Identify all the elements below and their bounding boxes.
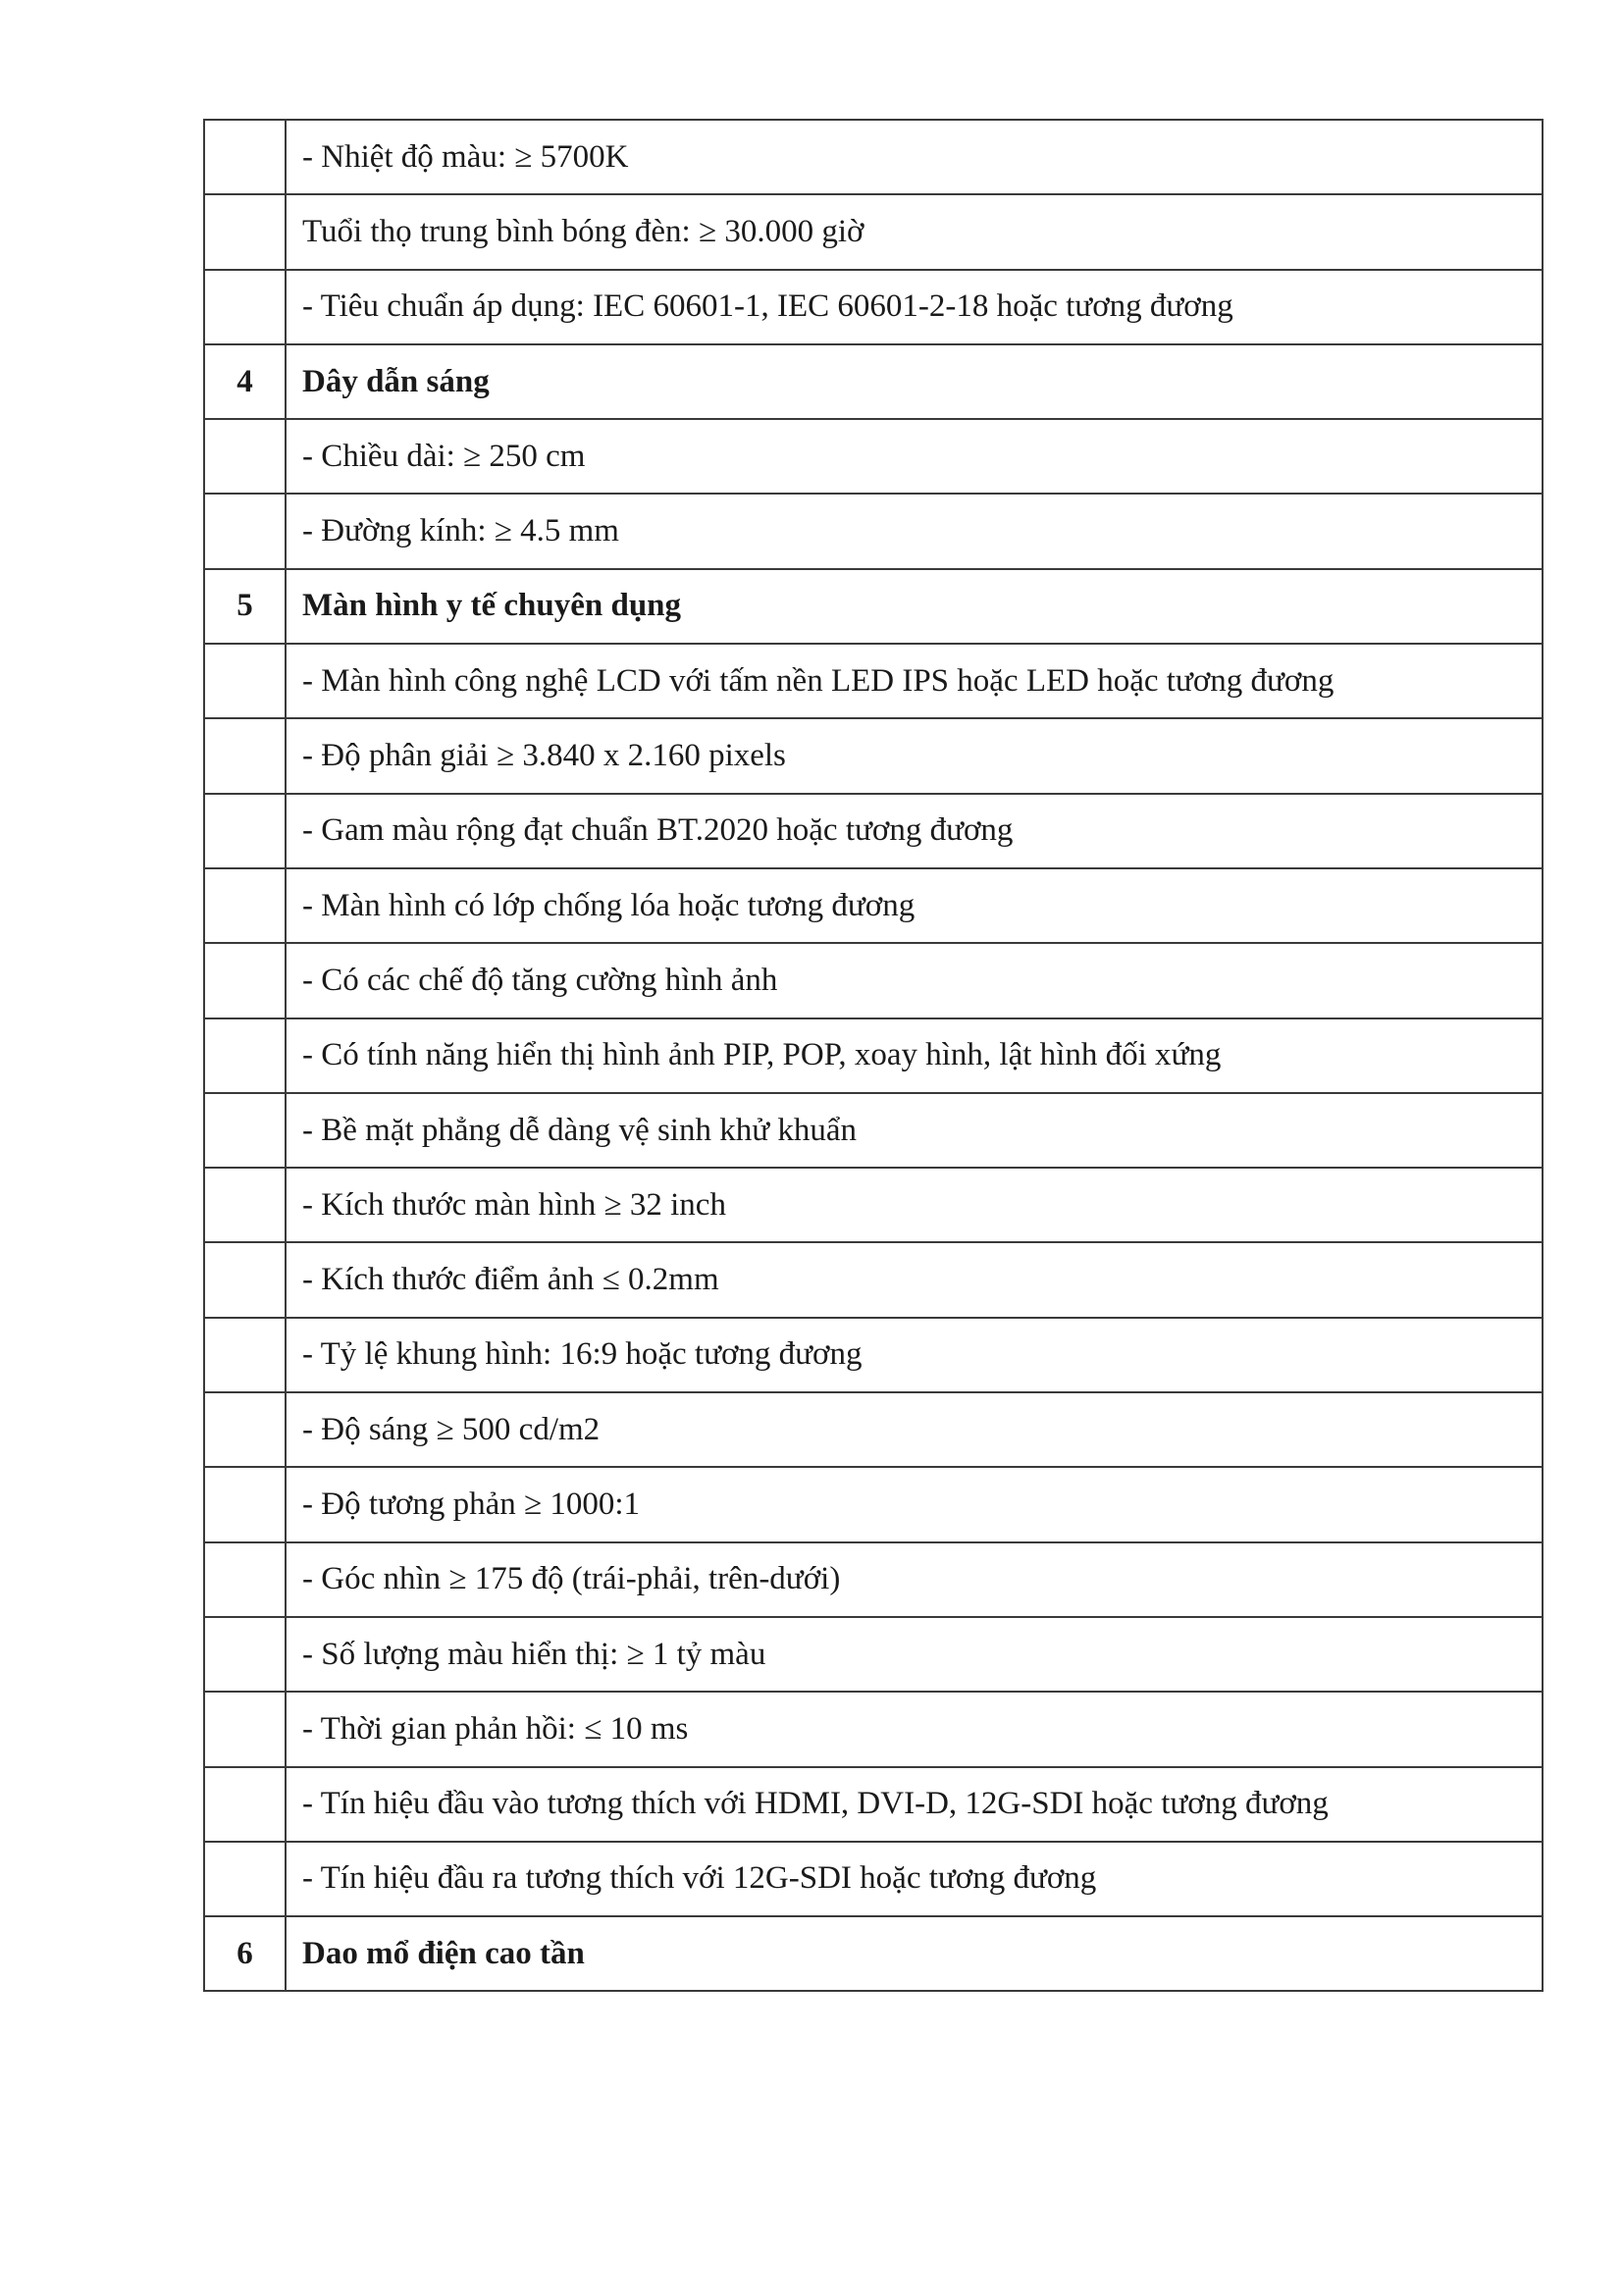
spec-row — [204, 1542, 1543, 1617]
spec-text-cell: - Bề mặt phẳng dễ dàng vệ sinh khử khuẩn — [286, 1093, 1543, 1168]
section-row — [204, 569, 1543, 644]
row-number-cell — [204, 868, 286, 943]
spec-text-cell: - Độ sáng ≥ 500 cd/m2 — [286, 1392, 1543, 1467]
spec-text-cell: - Tiêu chuẩn áp dụng: IEC 60601-1, IEC 60601-2-18 hoặc tương đương — [286, 270, 1543, 344]
spec-text-cell: - Độ phân giải ≥ 3.840 x 2.160 pixels — [286, 718, 1543, 793]
spec-row — [204, 1018, 1543, 1093]
spec-row — [204, 1392, 1543, 1467]
row-number-cell — [204, 718, 286, 793]
row-number-cell: 6 — [204, 1916, 286, 1991]
spec-row — [204, 868, 1543, 943]
spec-text-cell: - Màn hình có lớp chống lóa hoặc tương đương — [286, 868, 1543, 943]
spec-text-cell: - Có các chế độ tăng cường hình ảnh — [286, 943, 1543, 1018]
row-number-cell — [204, 1168, 286, 1242]
spec-row — [204, 1467, 1543, 1541]
section-row — [204, 344, 1543, 419]
row-number-cell — [204, 1692, 286, 1766]
row-number-cell — [204, 194, 286, 269]
spec-row — [204, 718, 1543, 793]
row-number-cell — [204, 1242, 286, 1317]
row-number-cell — [204, 794, 286, 868]
spec-row — [204, 120, 1543, 194]
spec-text-cell: - Góc nhìn ≥ 175 độ (trái-phải, trên-dưới) — [286, 1542, 1543, 1617]
spec-text-cell: - Đường kính: ≥ 4.5 mm — [286, 494, 1543, 568]
spec-text-cell: Tuổi thọ trung bình bóng đèn: ≥ 30.000 giờ — [286, 194, 1543, 269]
row-number-cell — [204, 1318, 286, 1392]
spec-row — [204, 1692, 1543, 1766]
spec-text-cell: - Chiều dài: ≥ 250 cm — [286, 419, 1543, 494]
row-number-cell — [204, 419, 286, 494]
spec-table — [203, 119, 1544, 1992]
spec-table-body — [204, 120, 1543, 1991]
row-number-cell — [204, 1842, 286, 1916]
row-number-cell — [204, 270, 286, 344]
row-number-cell — [204, 494, 286, 568]
spec-text-cell: - Màn hình công nghệ LCD với tấm nền LED IPS hoặc LED hoặc tương đương — [286, 644, 1543, 718]
spec-row — [204, 943, 1543, 1018]
row-number-cell — [204, 1093, 286, 1168]
row-number-cell — [204, 1392, 286, 1467]
spec-text-cell: - Nhiệt độ màu: ≥ 5700K — [286, 120, 1543, 194]
spec-row — [204, 1617, 1543, 1692]
spec-row — [204, 794, 1543, 868]
spec-row — [204, 419, 1543, 494]
section-title-cell: Màn hình y tế chuyên dụng — [286, 569, 1543, 644]
section-title-cell: Dao mổ điện cao tần — [286, 1916, 1543, 1991]
row-number-cell — [204, 1542, 286, 1617]
spec-row — [204, 494, 1543, 568]
spec-text-cell: - Tỷ lệ khung hình: 16:9 hoặc tương đương — [286, 1318, 1543, 1392]
spec-text-cell: - Kích thước màn hình ≥ 32 inch — [286, 1168, 1543, 1242]
section-title-cell: Dây dẫn sáng — [286, 344, 1543, 419]
spec-row — [204, 644, 1543, 718]
row-number-cell — [204, 1467, 286, 1541]
spec-row — [204, 1842, 1543, 1916]
spec-row — [204, 1242, 1543, 1317]
spec-text-cell: - Tín hiệu đầu vào tương thích với HDMI, DVI-D, 12G-SDI hoặc tương đương — [286, 1767, 1543, 1842]
section-row — [204, 1916, 1543, 1991]
row-number-cell — [204, 1767, 286, 1842]
row-number-cell — [204, 120, 286, 194]
row-number-cell — [204, 943, 286, 1018]
row-number-cell — [204, 1617, 286, 1692]
spec-row — [204, 194, 1543, 269]
spec-text-cell: - Có tính năng hiển thị hình ảnh PIP, POP, xoay hình, lật hình đối xứng — [286, 1018, 1543, 1093]
spec-row — [204, 270, 1543, 344]
spec-row — [204, 1093, 1543, 1168]
row-number-cell — [204, 1018, 286, 1093]
row-number-cell: 4 — [204, 344, 286, 419]
spec-text-cell: - Gam màu rộng đạt chuẩn BT.2020 hoặc tương đương — [286, 794, 1543, 868]
spec-row — [204, 1318, 1543, 1392]
row-number-cell: 5 — [204, 569, 286, 644]
spec-text-cell: - Độ tương phản ≥ 1000:1 — [286, 1467, 1543, 1541]
row-number-cell — [204, 644, 286, 718]
spec-text-cell: - Tín hiệu đầu ra tương thích với 12G-SDI hoặc tương đương — [286, 1842, 1543, 1916]
spec-row — [204, 1767, 1543, 1842]
spec-text-cell: - Số lượng màu hiển thị: ≥ 1 tỷ màu — [286, 1617, 1543, 1692]
spec-text-cell: - Thời gian phản hồi: ≤ 10 ms — [286, 1692, 1543, 1766]
spec-text-cell: - Kích thước điểm ảnh ≤ 0.2mm — [286, 1242, 1543, 1317]
spec-row — [204, 1168, 1543, 1242]
